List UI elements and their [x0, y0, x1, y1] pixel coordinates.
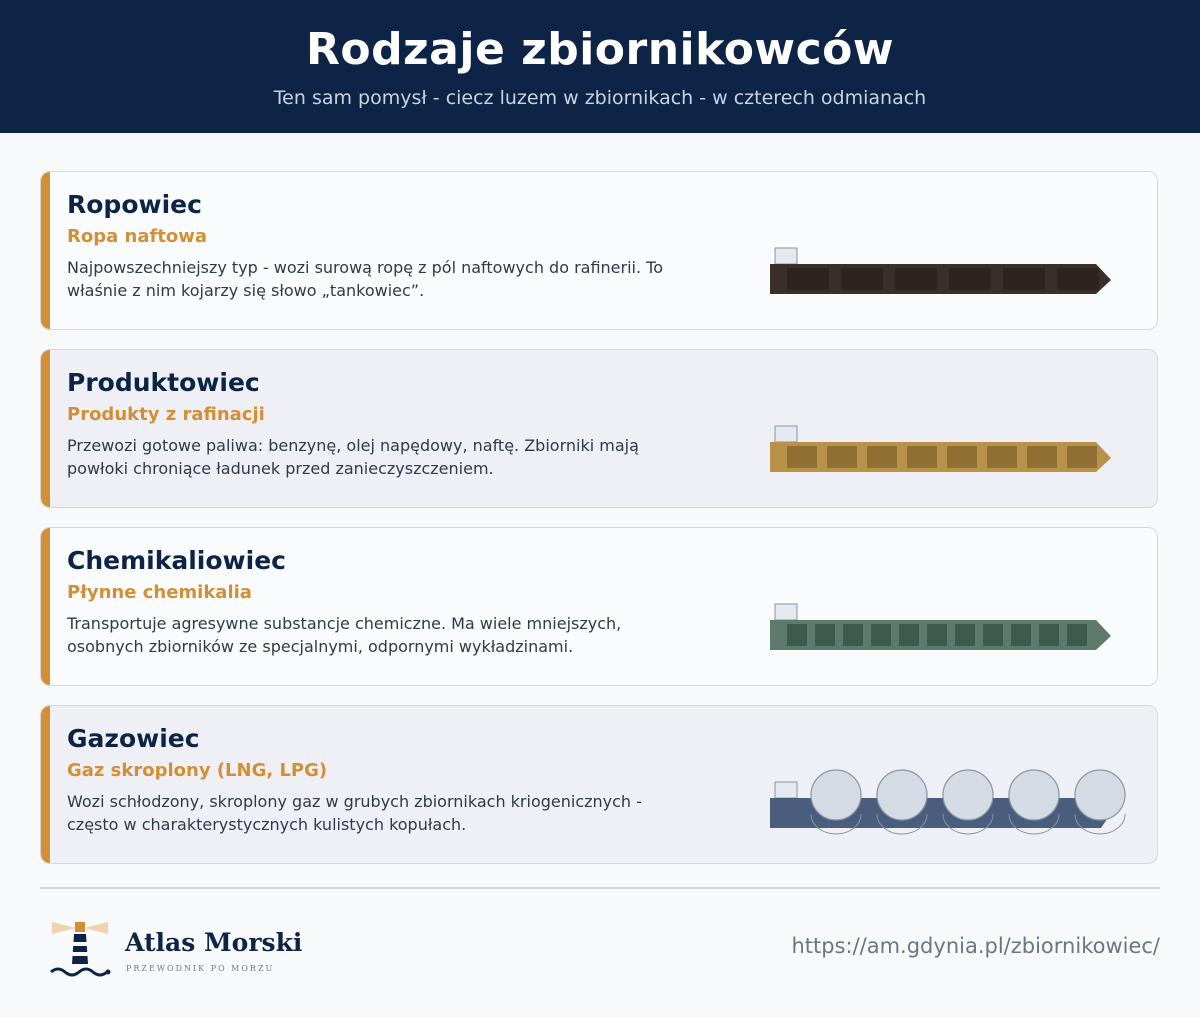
card-accent-bar [41, 172, 50, 329]
brand-logo [48, 918, 308, 982]
tanker-name: Gazowiec [67, 724, 200, 753]
product-tanker-icon [769, 410, 1129, 500]
tanker-description: Przewozi gotowe paliwa: benzynę, olej napędowy, naftę. Zbiorniki mają powłoki chroniące ładunek przed zanieczyszczeniem. [67, 436, 639, 478]
brand-name: Atlas Morski [125, 928, 303, 957]
tanker-description: Transportuje agresywne substancje chemiczne. Ma wiele mniejszych, osobnych zbiorników ze specjalnymi, odpornymi wykładzinami. [67, 614, 622, 656]
tanker-description: Wozi schłodzony, skroplony gaz w grubych zbiornikach kriogenicznych - często w charakterystycznych kulistych kopułach. [67, 792, 642, 834]
tanker-name: Produktowiec [67, 368, 260, 397]
tanker-cargo: Płynne chemikalia [67, 582, 252, 603]
lng-carrier-icon [769, 766, 1129, 856]
page-title: Rodzaje zbiornikowców [305, 24, 895, 75]
tanker-description: Najpowszechniejszy typ - wozi surową ropę z pól naftowych do rafinerii. To właśnie z nim kojarzy się słowo „tankowiec”. [67, 258, 664, 300]
lighthouse-icon [48, 918, 112, 982]
footer-divider [40, 887, 1160, 889]
card-accent-bar [41, 706, 50, 863]
tanker-cargo: Produkty z rafinacji [67, 404, 265, 425]
card-accent-bar [41, 528, 50, 685]
crude-oil-tanker-icon [769, 232, 1129, 322]
tanker-card-gas [40, 705, 1158, 864]
tanker-name: Chemikaliowiec [67, 546, 286, 575]
page-subtitle: Ten sam pomysł - ciecz luzem w zbiornikach - w czterech odmianach [273, 87, 927, 109]
tanker-card-product [40, 349, 1158, 508]
chemical-tanker-icon [769, 588, 1129, 678]
card-accent-bar [41, 350, 50, 507]
tanker-card-chemical [40, 527, 1158, 686]
tanker-cargo: Gaz skroplony (LNG, LPG) [67, 760, 328, 781]
tanker-cargo: Ropa naftowa [67, 226, 208, 247]
page-header [0, 0, 1200, 133]
tanker-name: Ropowiec [67, 190, 202, 219]
footer-url[interactable]: https://am.gdynia.pl/zbiornikowiec/ [791, 934, 1160, 958]
tanker-card-crude [40, 171, 1158, 330]
brand-tagline: PRZEWODNIK PO MORZU [126, 964, 275, 973]
